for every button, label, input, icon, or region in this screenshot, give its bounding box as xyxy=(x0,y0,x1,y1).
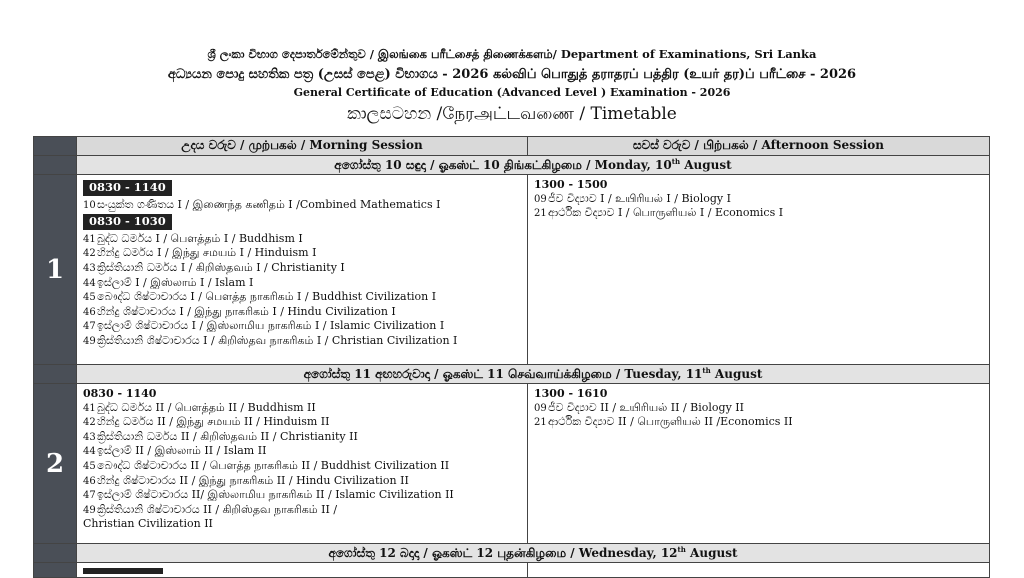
timetable-table xyxy=(33,136,990,578)
list-item: 42හින්දු ධර්මය I / இந்து சமயம் I / Hinduism I xyxy=(83,246,317,260)
day2-afternoon xyxy=(528,384,990,544)
day-number-1: 1 xyxy=(34,175,77,365)
list-item: 46හින්දු ශිෂ්ටාචාරය II / இந்து நாகரிகம் II / Hindu Civilization II xyxy=(83,473,409,487)
department-line: ශ්‍රී ලංකා විභාග දෙපාර්තමේන්තුව / இலங்கை பரீட்சைத் திணைக்களம்/ Department of Examinations, Sri Lanka xyxy=(207,47,817,61)
list-item: 46හින්දු ශිෂ්ටාචාරය I / இந்து நாகரிகம் I / Hindu Civilization I xyxy=(83,304,396,318)
list-item: 47ඉස්ලාම් ශිෂ්ටාචාරය I / இஸ்லாமிய நாகரிகம் I / Islamic Civilization I xyxy=(83,319,445,333)
day3-row xyxy=(34,563,990,578)
afternoon-session-header: සවස් වරුව / பிற்பகல் / Afternoon Session xyxy=(528,137,990,156)
list-item: 45බෞද්ධ ශිෂ්ටාචාරය II / பௌத்த நாகரிகம் II / Buddhist Civilization II xyxy=(83,458,450,472)
day2-row xyxy=(34,384,990,544)
list-item: 09ජීව විද්‍යාව II / உயிரியல் II / Biology II xyxy=(534,400,744,414)
list-item-wrap: Christian Civilization II xyxy=(83,517,213,531)
date-day3: අගෝස්තු 12 බදාදා / ஓகஸ்ட் 12 புதன்கிழமை / Wednesday, 12th August xyxy=(77,544,990,563)
list-item: 10සංයුක්ත ගණිතය I / இணைந்த கணிதம் I /Combined Mathematics I xyxy=(83,197,441,211)
date-day2: අගෝස්තු 11 අඟහරුවාදා / ஓகஸ்ட் 11 செவ்வாய்க்கிழமை / Tuesday, 11th August xyxy=(77,365,990,384)
day2-morning xyxy=(77,384,528,544)
list-item: 42හින්දු ධර්මය II / இந்து சமயம் II / Hinduism II xyxy=(83,415,330,429)
list-item: 41බුද්ධ ධර්මය I / பௌத்தம் I / Buddhism I xyxy=(83,231,303,245)
exam-title-local: අධ්‍යයන පොදු සහතික පත්‍ර (උසස් පෙළ) විභාගය - 2026 கல்விப் பொதுத் தராதரப் பத்திர (உயர் தர)ப் பரீட்சை - 2026 xyxy=(167,67,857,82)
list-item: 43ක්‍රිස්තියානි ධර්මය I / கிறிஸ்தவம் I / Christianity I xyxy=(83,260,345,274)
time-label: 0830 - 1140 xyxy=(83,387,157,400)
list-item: 41බුද්ධ ධර්මය II / பௌத்தம் II / Buddhism II xyxy=(83,400,316,414)
exam-title-english: General Certificate of Education (Advanced Level ) Examination - 2026 xyxy=(293,86,731,99)
list-item: 09ජීව විද්‍යාව I / உயிரியல் I / Biology I xyxy=(534,191,731,205)
date-row-day1 xyxy=(34,156,990,175)
session-header-row xyxy=(34,137,990,156)
list-item: 21ආර්ථික විද්‍යාව II / பொருளியல் II /Economics II xyxy=(534,415,793,429)
day3-morning xyxy=(77,563,528,578)
time-label: 1300 - 1610 xyxy=(534,387,608,400)
time-badge: 0830 - 1030 xyxy=(83,214,172,230)
day3-afternoon xyxy=(528,563,990,578)
time-badge: 0830 - 1140 xyxy=(83,180,172,196)
morning-session-header: උදය වරුව / முற்பகல் / Morning Session xyxy=(77,137,528,156)
day1-afternoon xyxy=(528,175,990,365)
list-item: 49ක්‍රිස්තියානි ශිෂ්ටාචාරය II / கிறிஸ்தவ நாகரிகம் II / xyxy=(83,502,338,516)
corner-cell xyxy=(34,137,77,156)
list-item: 43ක්‍රිස්තියානි ධර්මය II / கிறிஸ்தவம் II / Christianity II xyxy=(83,429,358,443)
day1-row xyxy=(34,175,990,365)
day1-morning xyxy=(77,175,528,365)
day-number-2: 2 xyxy=(34,384,77,544)
list-item: 21ආර්ථික විද්‍යාව I / பொருளியல் I / Economics I xyxy=(534,206,784,220)
list-item: 47ඉස්ලාම් ශිෂ්ටාචාරය II/ இஸ்லாமிய நாகரிகம் II / Islamic Civilization II xyxy=(83,488,454,502)
date-row-day3 xyxy=(34,544,990,563)
list-item: 45බෞද්ධ ශිෂ්ටාචාරය I / பௌத்த நாகரிகம் I / Buddhist Civilization I xyxy=(83,290,437,304)
timetable-title: කාලසටහන /நேரஅட்டவணை / Timetable xyxy=(347,104,677,124)
time-label: 1300 - 1500 xyxy=(534,178,608,191)
list-item: 44ඉස්ලාම් I / இஸ்லாம் I / Islam I xyxy=(83,275,254,289)
date-day1: අගෝස්තු 10 සඳුදා / ஓகஸ்ட் 10 திங்கட்கிழமை / Monday, 10th August xyxy=(77,156,990,175)
list-item: 44ඉස්ලාම් II / இஸ்லாம் II / Islam II xyxy=(83,444,267,458)
date-row-day2 xyxy=(34,365,990,384)
list-item: 49ක්‍රිස්තියානි ශිෂ්ටාචාරය I / கிறிஸ்தவ நாகரிகம் I / Christian Civilization I xyxy=(83,333,458,347)
